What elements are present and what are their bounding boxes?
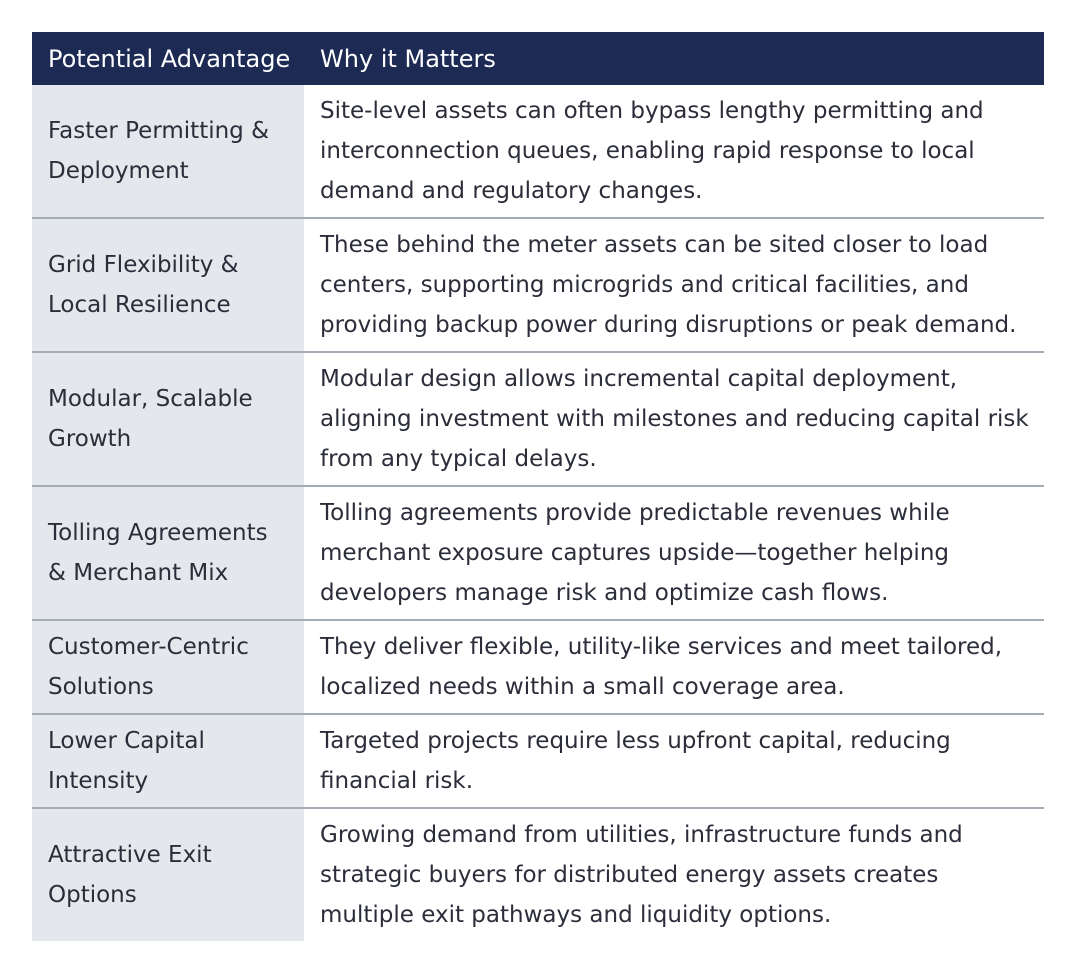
- advantage-cell: Lower Capital Intensity: [32, 715, 304, 807]
- why-cell: Targeted projects require less upfront capital, reducing financial risk.: [304, 715, 1044, 807]
- why-cell: Growing demand from utilities, infrastructure funds and strategic buyers for distributed energy assets creates multiple exit pathways and liquidity options.: [304, 809, 1044, 941]
- table-row: [32, 487, 1044, 621]
- table-header: [32, 32, 1044, 85]
- why-cell: They deliver flexible, utility-like services and meet tailored, localized needs within a small coverage area.: [304, 621, 1044, 713]
- why-cell: Modular design allows incremental capital deployment, aligning investment with milestones and reducing capital risk from any typical delays.: [304, 353, 1044, 485]
- advantage-cell: Attractive Exit Options: [32, 809, 304, 941]
- table-row: [32, 715, 1044, 809]
- advantage-cell: Tolling Agreements & Merchant Mix: [32, 487, 304, 619]
- advantage-cell: Faster Permitting & Deployment: [32, 85, 304, 217]
- advantages-table: [32, 32, 1044, 941]
- table-row: [32, 219, 1044, 353]
- advantage-cell: Customer-Centric Solutions: [32, 621, 304, 713]
- why-cell: Site-level assets can often bypass lengthy permitting and interconnection queues, enabling rapid response to local demand and regulatory changes.: [304, 85, 1044, 217]
- advantage-cell: Modular, Scalable Growth: [32, 353, 304, 485]
- why-cell: Tolling agreements provide predictable revenues while merchant exposure captures upside—together helping developers manage risk and optimize cash flows.: [304, 487, 1044, 619]
- table-row: [32, 809, 1044, 941]
- advantage-cell: Grid Flexibility & Local Resilience: [32, 219, 304, 351]
- table-row: [32, 85, 1044, 219]
- table-row: [32, 621, 1044, 715]
- why-cell: These behind the meter assets can be sited closer to load centers, supporting microgrids and critical facilities, and providing backup power during disruptions or peak demand.: [304, 219, 1044, 351]
- header-potential-advantage: Potential Advantage: [48, 44, 291, 73]
- header-why-it-matters: Why it Matters: [320, 44, 496, 73]
- table-row: [32, 353, 1044, 487]
